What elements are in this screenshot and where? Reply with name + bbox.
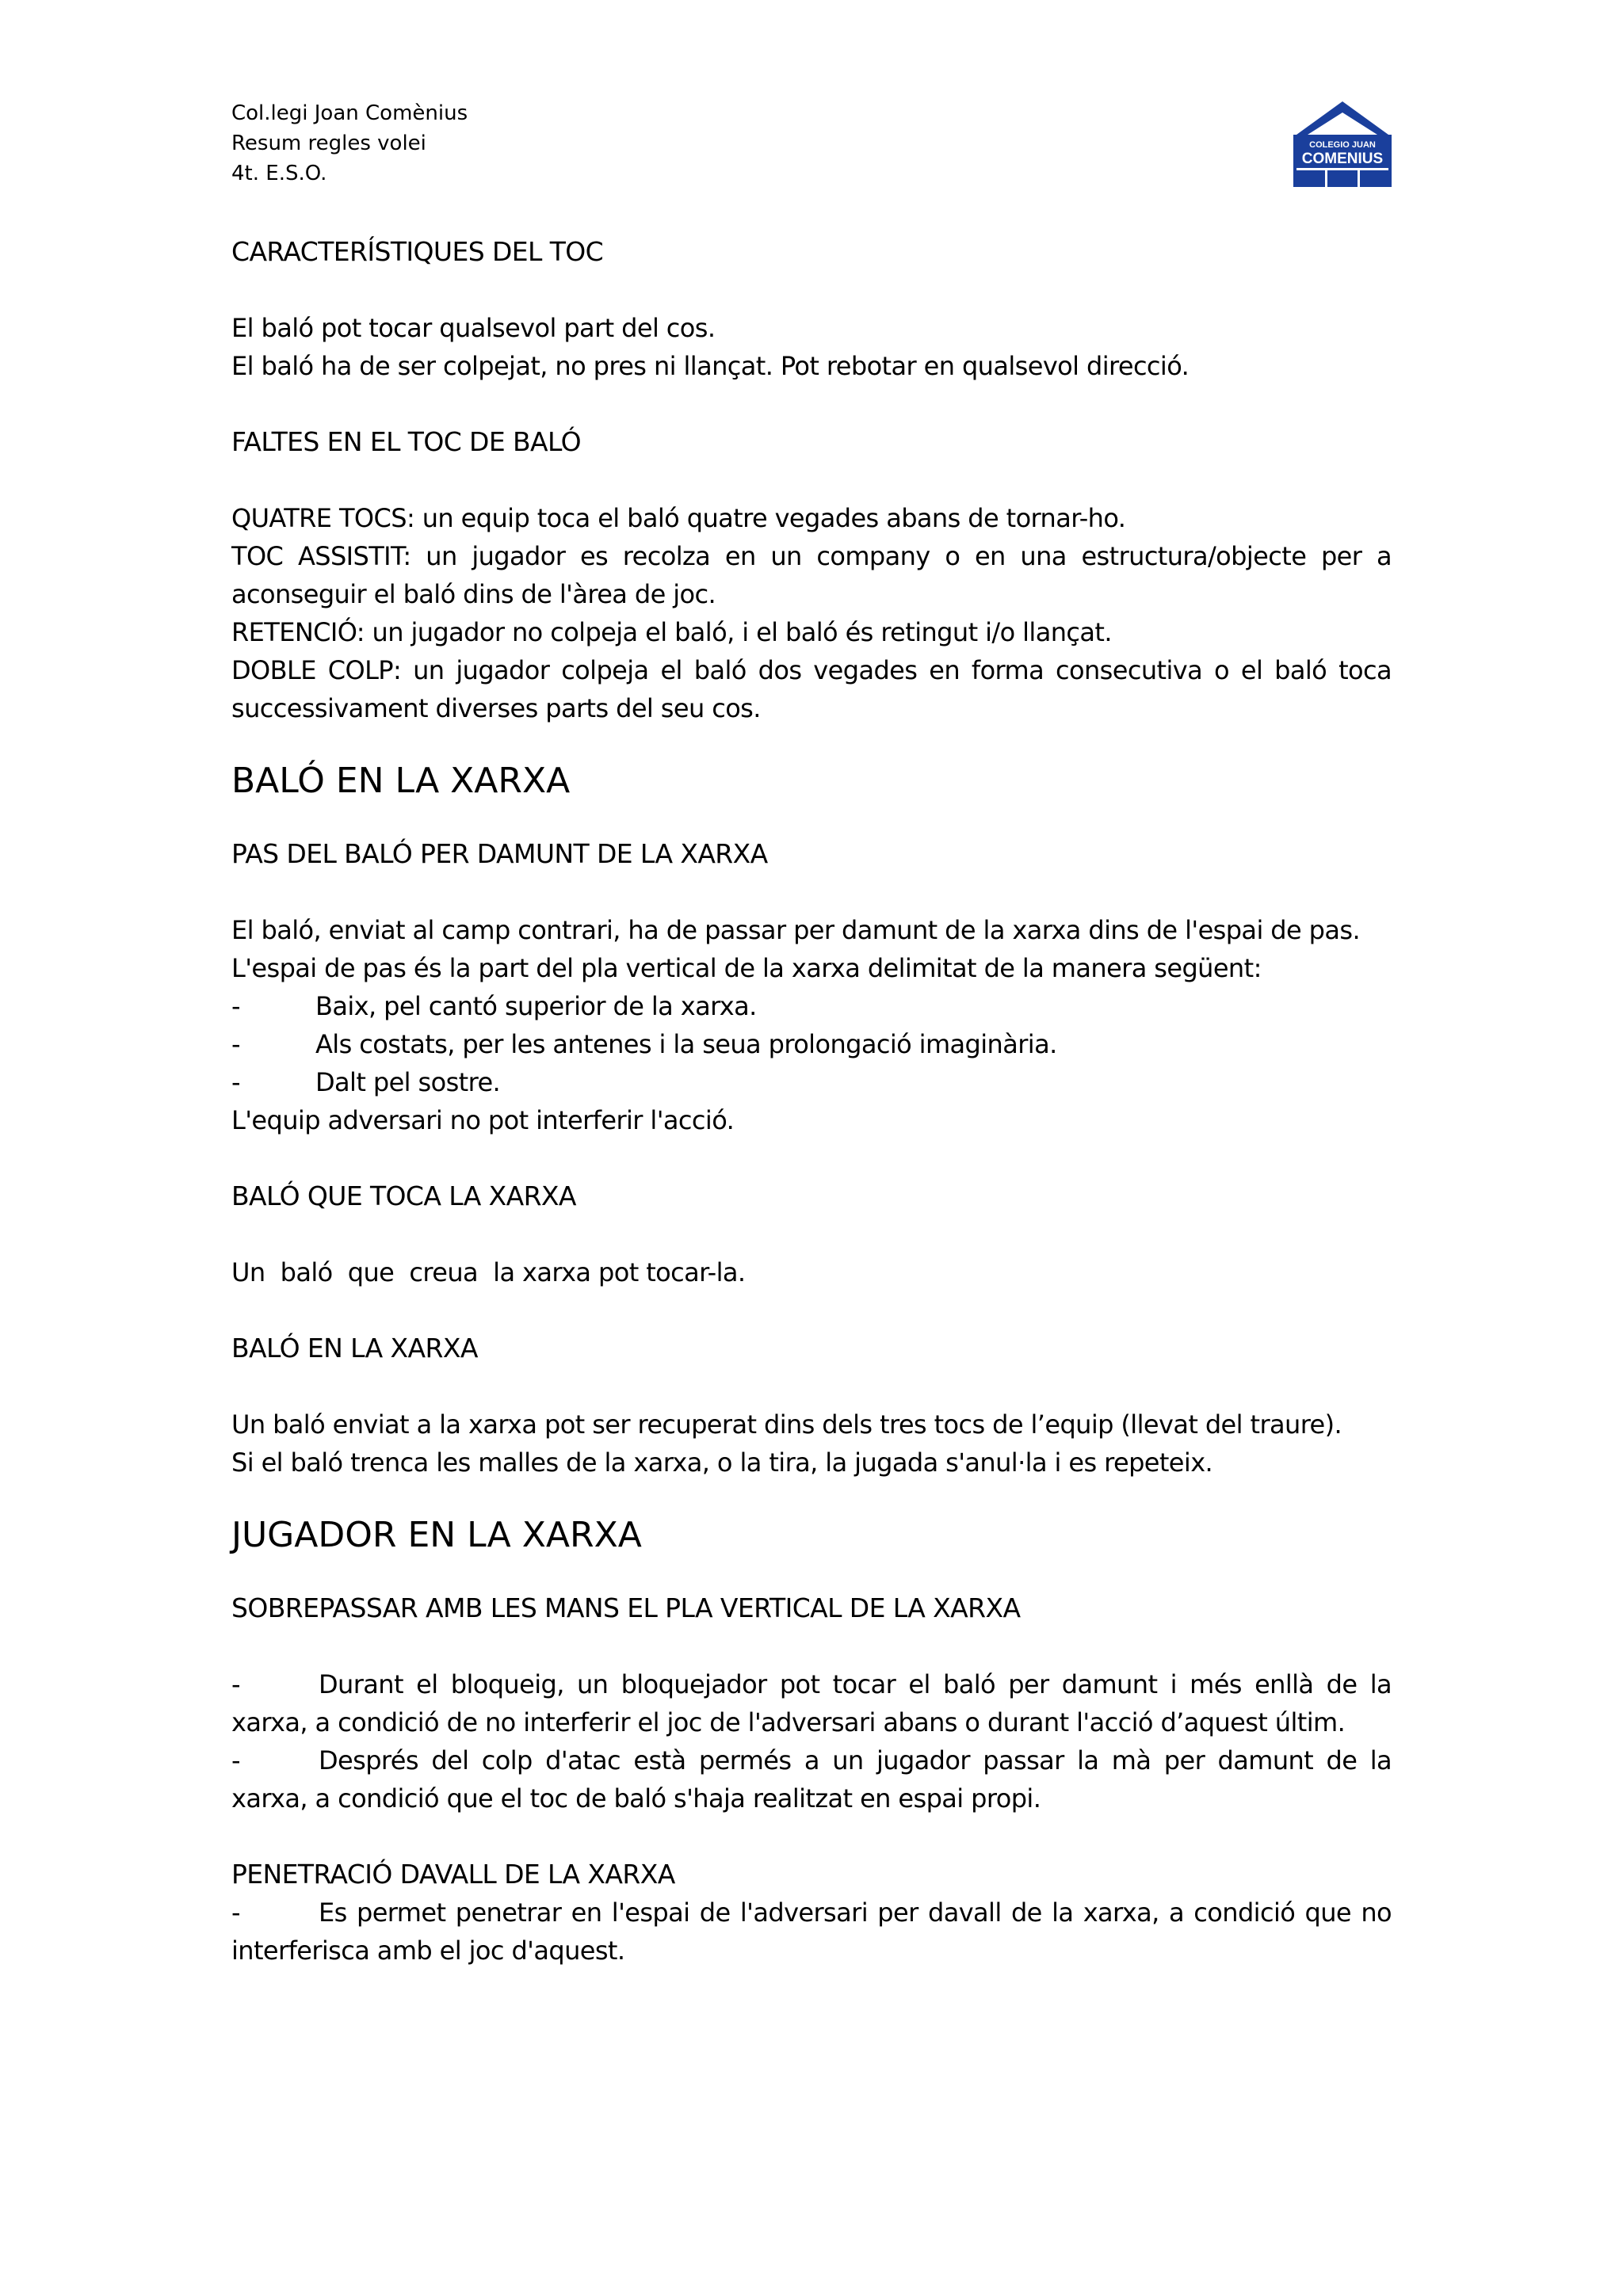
section-title-player-at-net: JUGADOR EN LA XARXA [231,1515,642,1555]
logo-text-top: COLEGIO JUAN [1309,140,1376,150]
dash-bullet: - [231,1029,240,1059]
school-logo [1293,100,1392,187]
paragraph: QUATRE TOCS: un equip toca el baló quatre vegades abans de tornar-ho. [231,503,1126,533]
dash-bullet: - [231,1745,240,1775]
list-item [231,1665,1392,1741]
header-school: Col.legi Joan Comènius [231,101,468,125]
paragraph: TOC ASSISTIT: un jugador es recolza en un company o en una estructura/objecte per a aconseguir el baló dins de l'àrea de joc. [231,541,1392,609]
list-item-text: Baix, pel cantó superior de la xarxa. [315,991,757,1021]
paragraph: Un baló que creua la xarxa pot tocar-la. [231,1257,746,1287]
header-subject: Resum regles volei [231,132,426,155]
paragraph: El baló pot tocar qualsevol part del cos. [231,313,716,343]
list-item-text: Després del colp d'atac està permés a un jugador passar la mà per damunt de la xarxa, a condició que el toc de baló s'haja realitzat en espai propi. [231,1745,1392,1814]
heading-ball-over-net: PAS DEL BALÓ PER DAMUNT DE LA XARXA [231,838,768,869]
paragraph: Un baló enviat a la xarxa pot ser recuperat dins dels tres tocs de l’equip (llevat del traure). [231,1409,1342,1440]
paragraph: L'espai de pas és la part del pla vertical de la xarxa delimitat de la manera següent: [231,953,1262,983]
paragraph: El baló, enviat al camp contrari, ha de passar per damunt de la xarxa dins de l'espai de pas. [231,915,1361,945]
list-item [231,987,1392,1025]
paragraph: Si el baló trenca les malles de la xarxa, o la tira, la jugada s'anul·la i es repeteix. [231,1447,1213,1478]
heading-penetration-under-net: PENETRACIÓ DAVALL DE LA XARXA [231,1859,675,1890]
heading-ball-touching-net: BALÓ QUE TOCA LA XARXA [231,1180,576,1211]
document-body [231,233,1392,1970]
list-item [231,1025,1392,1063]
paragraph: El baló ha de ser colpejat, no pres ni llançat. Pot rebotar en qualsevol direcció. [231,351,1190,381]
dash-bullet: - [231,1067,240,1097]
header-course: 4t. E.S.O. [231,162,327,185]
list-item-text: Es permet penetrar en l'espai de l'adversari per davall de la xarxa, a condició que no interferisca amb el joc d'aquest. [231,1897,1392,1966]
list-item [231,1894,1392,1970]
heading-touch-faults: FALTES EN EL TOC DE BALÓ [231,426,581,457]
heading-touch-characteristics: CARACTERÍSTIQUES DEL TOC [231,236,604,267]
heading-ball-in-net: BALÓ EN LA XARXA [231,1333,478,1363]
paragraph: DOBLE COLP: un jugador colpeja el baló dos vegades en forma consecutiva o el baló toca successivament diverses parts del seu cos. [231,655,1392,723]
list-item [231,1063,1392,1101]
list-item-text: Als costats, per les antenes i la seua prolongació imaginària. [315,1029,1057,1059]
dash-bullet: - [231,991,240,1021]
list-item [231,1741,1392,1817]
list-item-text: Dalt pel sostre. [315,1067,501,1097]
paragraph: L'equip adversari no pot interferir l'acció. [231,1105,735,1135]
section-title-ball-in-net: BALÓ EN LA XARXA [231,761,571,801]
list-item-text: Durant el bloqueig, un bloquejador pot tocar el baló per damunt i més enllà de la xarxa, a condició de no interferir el joc de l'adversari abans o durant l'acció d’aquest últim. [231,1669,1392,1737]
dash-bullet: - [231,1669,240,1699]
logo-text-bottom: COMENIUS [1301,151,1384,167]
heading-hands-over-net: SOBREPASSAR AMB LES MANS EL PLA VERTICAL DE LA XARXA [231,1592,1021,1623]
paragraph: RETENCIÓ: un jugador no colpeja el baló, i el baló és retingut i/o llançat. [231,617,1112,647]
document-header [231,98,468,189]
dash-bullet: - [231,1897,240,1928]
